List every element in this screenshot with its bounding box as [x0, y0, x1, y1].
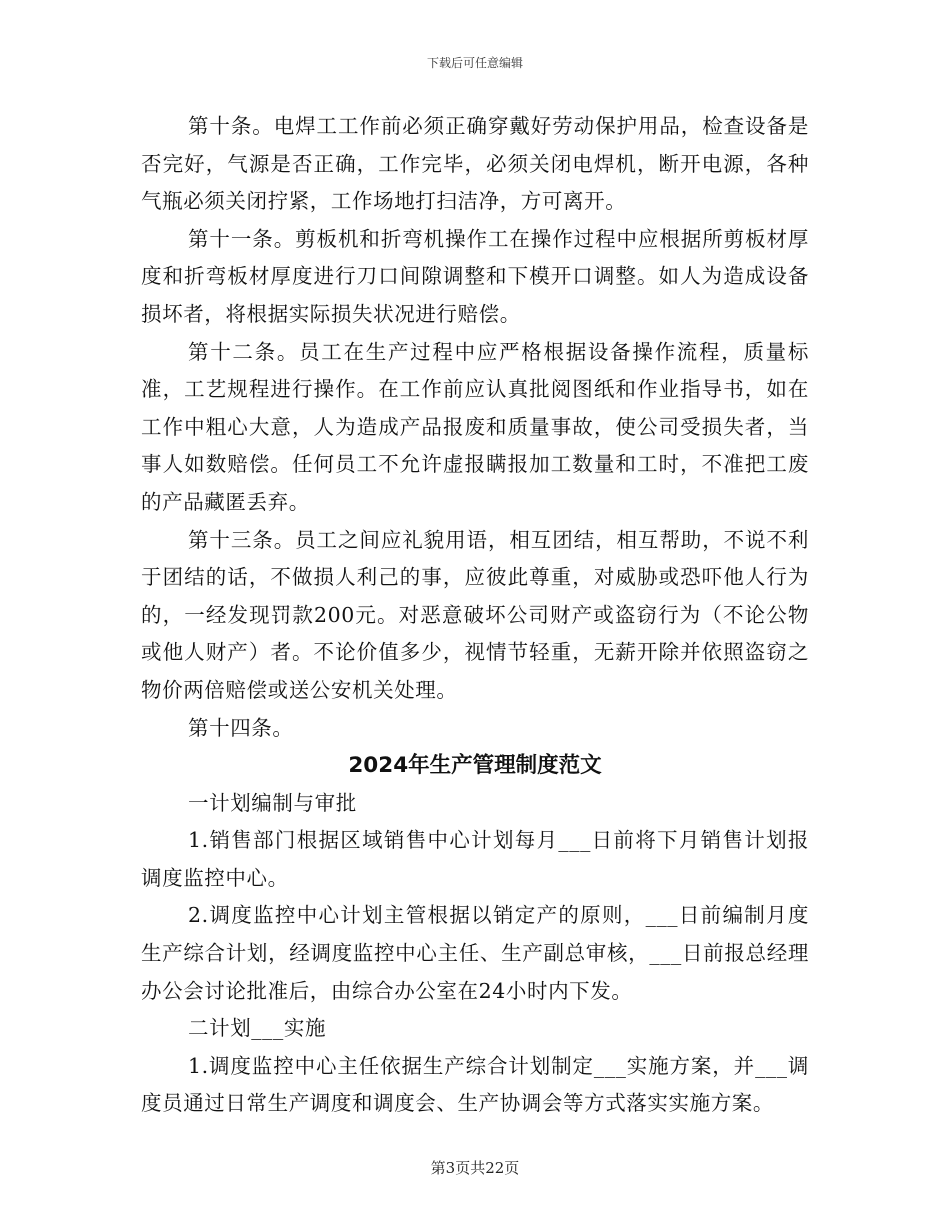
plan-item-2: 2.调度监控中心计划主管根据以销定产的原则，___日前编制月度生产综合计划，经调度监控中心主任、生产副总审核，___日前报总经理办公会讨论批准后，由综合办公室在24小时内下发。 [141, 903, 809, 1003]
article-12: 第十二条。员工在生产过程中应严格根据设备操作流程，质量标准，工艺规程进行操作。在工作前应认真批阅图纸和作业指导书，如在工作中粗心大意，人为造成产品报废和质量事故，使公司受损失者，当事人如数赔偿。任何员工不允许虚报瞒报加工数量和工时，不准把工废的产品藏匿丢弃。 [141, 339, 809, 514]
article-13: 第十三条。员工之间应礼貌用语，相互团结，相互帮助，不说不利于团结的话，不做损人利己的事，应彼此尊重，对威胁或恐吓他人行为的，一经发现罚款200元。对恶意破坏公司财产或盗窃行为（不论公物或他人财产）者。不论价值多少，视情节轻重，无薪开除并依照盗窃之物价两倍赔偿或送公安机关处理。 [141, 527, 809, 702]
article-11: 第十一条。剪板机和折弯机操作工在操作过程中应根据所剪板材厚度和折弯板材厚度进行刀口间隙调整和下模开口调整。如人为造成设备损坏者，将根据实际损失状况进行赔偿。 [141, 226, 809, 326]
section-title: 2024年生产管理制度范文 [348, 753, 602, 779]
section-heading-plan-approval: 一计划编制与审批 [188, 790, 357, 815]
implementation-item-1: 1.调度监控中心主任依据生产综合计划制定___实施方案，并___调度员通过日常生产调度和调度会、生产协调会等方式落实实施方案。 [141, 1053, 809, 1116]
article-14: 第十四条。 [188, 715, 294, 740]
plan-item-1: 1.销售部门根据区域销售中心计划每月___日前将下月销售计划报调度监控中心。 [141, 828, 809, 890]
header-note: 下载后可任意编辑 [426, 56, 523, 70]
section-heading-plan-implementation: 二计划___实施 [188, 1016, 327, 1041]
document-body [141, 108, 809, 1123]
article-10: 第十条。电焊工工作前必须正确穿戴好劳动保护用品，检查设备是否完好，气源是否正确，工作完毕，必须关闭电焊机，断开电源，各种气瓶必须关闭拧紧，工作场地打扫洁净，方可离开。 [141, 114, 809, 214]
page-number: 第3页共22页 [430, 1159, 520, 1177]
